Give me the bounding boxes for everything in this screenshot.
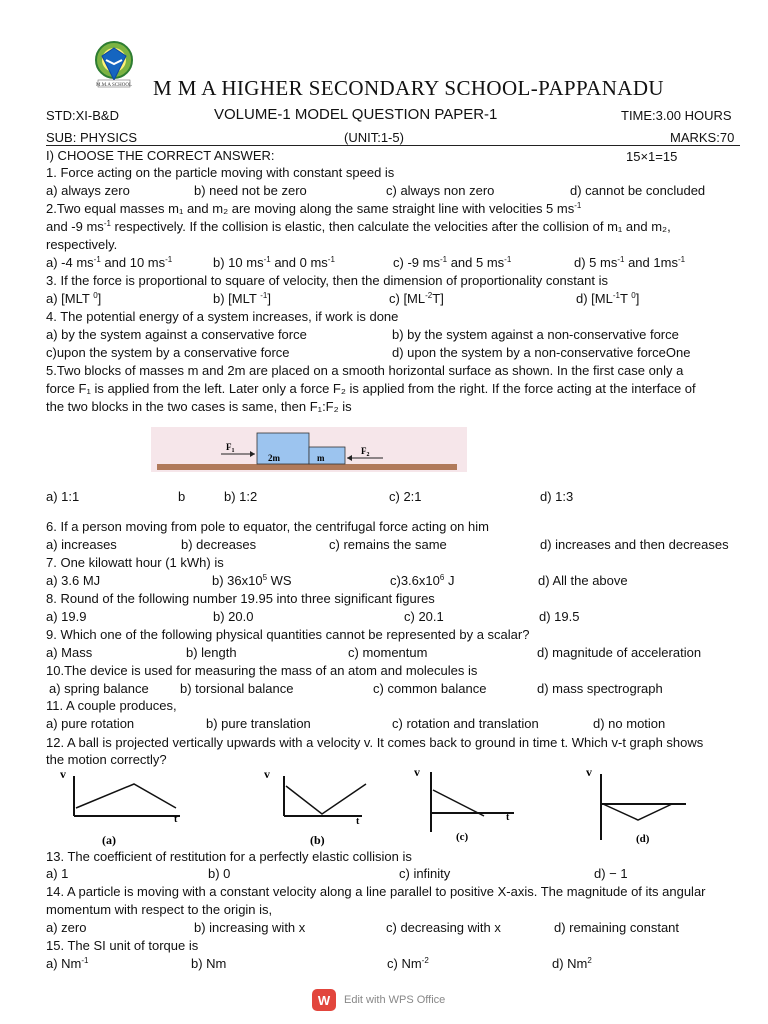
q15-option-a	[46, 956, 89, 972]
question-4: 4. The potential energy of a system increases, if work is done	[46, 309, 399, 324]
header-rule	[46, 145, 740, 146]
q3-b-text: b) [MLT	[213, 291, 261, 306]
q2-line1-text: 2.Two equal masses m₁ and m₂ are moving along the same straight line with velocities 5 ms	[46, 201, 575, 216]
q3-b-end: ]	[267, 291, 271, 306]
blocks-figure	[151, 427, 467, 472]
q15-d-sup: 2	[587, 956, 592, 965]
q7-option-a: a) 3.6 MJ	[46, 573, 101, 588]
question-11: 11. A couple produces,	[46, 698, 177, 713]
school-logo	[92, 40, 136, 98]
q3-option-d	[576, 291, 639, 307]
q15-a-sup: -1	[81, 956, 89, 965]
question-5-line-1: 5.Two blocks of masses m and 2m are placed on a smooth horizontal surface as shown. In the first case only a	[46, 363, 684, 378]
q2-line2b-text: respectively. If the collision is elastic, then calculate the velocities after the collision of m₁ and m₂,	[110, 219, 671, 234]
q7-b-text: b) 36x10	[212, 573, 263, 588]
graph-a	[74, 776, 180, 816]
q2-sup: -1	[677, 255, 686, 264]
q2-sup: -1	[93, 255, 101, 264]
q7-b-end: WS	[267, 573, 292, 588]
q1-option-a: a) always zero	[46, 183, 130, 198]
fig-f1: $F_1$	[226, 442, 235, 454]
q2-option-b	[213, 255, 335, 271]
graph-b-label: (b)	[310, 833, 325, 847]
q9-option-c: c) momentum	[348, 645, 428, 660]
q1-option-b: b) need not be zero	[194, 183, 307, 198]
q3-option-b	[213, 291, 271, 307]
vt-graphs-figure	[56, 768, 696, 850]
q9-option-b: b) length	[186, 645, 237, 660]
q8-option-a: a) 19.9	[46, 609, 87, 624]
q2-sup: -1	[165, 255, 173, 264]
q15-c-sup: -2	[421, 956, 429, 965]
fig-block-m: m	[317, 453, 325, 463]
q5-option-b: b) 1:2	[224, 489, 258, 504]
q11-option-b: b) pure translation	[206, 716, 311, 731]
q2-b-text: b) 10 ms	[213, 255, 264, 270]
graph-d-v: v	[586, 768, 592, 779]
q4-option-c: c)upon the system by a conservative force	[46, 345, 290, 360]
q14-option-a: a) zero	[46, 920, 87, 935]
q7-c-sup: 6	[439, 573, 445, 582]
q3-a-sup: 0	[93, 291, 98, 300]
graph-b-v: v	[264, 768, 270, 781]
q2-sup: -1	[504, 255, 512, 264]
q7-option-c	[390, 573, 454, 589]
question-2-line-3: respectively.	[46, 237, 118, 252]
wps-logo-icon: W	[312, 989, 336, 1011]
q11-option-d: d) no motion	[593, 716, 666, 731]
q14-option-d: d) remaining constant	[554, 920, 680, 935]
q5-option-c: c) 2:1	[389, 489, 422, 504]
q3-c-text: c) [ML	[389, 291, 426, 306]
q13-option-b: b) 0	[208, 866, 231, 881]
section-title: I) CHOOSE THE CORRECT ANSWER:	[46, 148, 275, 163]
q5-stray-mark: b	[178, 489, 186, 504]
unit-label: (UNIT:1-5)	[344, 130, 404, 145]
q2-b2-text: and 0 ms	[270, 255, 328, 270]
q10-option-a: a) spring balance	[49, 681, 149, 696]
logo-text: M.M.A SCHOOL	[96, 83, 132, 88]
question-15: 15. The SI unit of torque is	[46, 938, 199, 953]
q4-option-b: b) by the system against a non-conservative force	[392, 327, 679, 342]
q11-option-a: a) pure rotation	[46, 716, 135, 731]
graph-c	[431, 772, 514, 832]
question-14-line-1: 14. A particle is moving with a constant velocity along a line parallel to positive X-axis. The magnitude of its angular	[46, 884, 706, 899]
wps-edit-text: Edit with WPS Office	[344, 994, 446, 1006]
q3-d-sup2: 0	[631, 291, 636, 300]
q15-c-text: c) Nm	[387, 956, 422, 971]
q3-d-end: ]	[635, 291, 640, 306]
graph-c-v: v	[414, 768, 420, 779]
q15-option-b: b) Nm	[191, 956, 227, 971]
graph-b	[284, 776, 366, 816]
q2-line2-text: and -9 ms	[46, 219, 104, 234]
question-1: 1. Force acting on the particle moving with constant speed is	[46, 165, 395, 180]
q2-option-d	[574, 255, 685, 271]
q2-c-text: c) -9 ms	[393, 255, 440, 270]
q3-d-sup: -1	[612, 291, 620, 300]
q3-option-c	[389, 291, 444, 307]
q15-option-d	[552, 956, 592, 972]
q6-option-b: b) decreases	[181, 537, 257, 552]
q3-d-mid: T	[619, 291, 632, 306]
q10-option-b: b) torsional balance	[180, 681, 294, 696]
q2-d2-text: and 1ms	[624, 255, 678, 270]
question-13: 13. The coefficient of restitution for a perfectly elastic collision is	[46, 849, 412, 864]
graph-b-t: t	[356, 816, 360, 827]
q2-sup: -1	[103, 219, 111, 228]
q1-option-d: d) cannot be concluded	[570, 183, 706, 198]
q8-option-b: b) 20.0	[213, 609, 254, 624]
q2-sup: -1	[439, 255, 448, 264]
question-12-line-2: the motion correctly?	[46, 752, 167, 767]
q8-option-d: d) 19.5	[539, 609, 580, 624]
q3-c-sup: -2	[425, 291, 433, 300]
q15-option-c	[387, 956, 429, 972]
fig-block-2m: 2m	[268, 453, 280, 463]
q3-b-sup: -1	[260, 291, 268, 300]
q14-option-b: b) increasing with x	[194, 920, 306, 935]
q10-option-d: d) mass spectrograph	[537, 681, 663, 696]
q3-c-end: T]	[432, 291, 444, 306]
q5-option-d: d) 1:3	[540, 489, 574, 504]
question-2-line-2	[46, 219, 671, 235]
q2-sup: -1	[327, 255, 335, 264]
q4-option-d: d) upon the system by a non-conservative forceOne	[392, 345, 691, 360]
q15-d-text: d) Nm	[552, 956, 588, 971]
q6-option-c: c) remains the same	[329, 537, 447, 552]
question-5-line-3: the two blocks in the two cases is same, then F₁:F₂ is	[46, 399, 352, 414]
graph-c-label: (c)	[456, 831, 469, 843]
wps-edit-link[interactable]	[312, 989, 445, 1011]
graph-a-t: t	[174, 814, 178, 825]
question-2-line-1	[46, 201, 581, 217]
q3-a-text: a) [MLT	[46, 291, 94, 306]
question-8: 8. Round of the following number 19.95 into three significant figures	[46, 591, 435, 606]
fig-f2: $F_2$	[361, 446, 370, 458]
q15-a-text: a) Nm	[46, 956, 82, 971]
q6-option-a: a) increases	[46, 537, 117, 552]
subject-label: SUB: PHYSICS	[46, 130, 138, 145]
q2-a-text: a) -4 ms	[46, 255, 94, 270]
question-6: 6. If a person moving from pole to equator, the centrifugal force acting on him	[46, 519, 489, 534]
q7-option-b	[212, 573, 292, 589]
q13-option-d: d) − 1	[594, 866, 628, 881]
q13-option-c: c) infinity	[399, 866, 451, 881]
q14-option-c: c) decreasing with x	[386, 920, 501, 935]
time-label: TIME:3.00 HOURS	[621, 108, 732, 123]
q11-option-c: c) rotation and translation	[392, 716, 539, 731]
q3-d-text: d) [ML	[576, 291, 613, 306]
school-name: M M A HIGHER SECONDARY SCHOOL-PAPPANADU	[153, 76, 664, 100]
q8-option-c: c) 20.1	[404, 609, 444, 624]
q9-option-d: d) magnitude of acceleration	[537, 645, 702, 660]
question-14-line-2: momentum with respect to the origin is,	[46, 902, 273, 917]
q3-a-end: ]	[97, 291, 102, 306]
question-9: 9. Which one of the following physical quantities cannot be represented by a scalar?	[46, 627, 530, 642]
question-10: 10.The device is used for measuring the mass of an atom and molecules is	[46, 663, 478, 678]
std-label: STD:XI-B&D	[46, 108, 119, 123]
question-3: 3. If the force is proportional to square of velocity, then the dimension of proportionality constant is	[46, 273, 608, 288]
q13-option-a: a) 1	[46, 866, 69, 881]
q6-option-d: d) increases and then decreases	[540, 537, 729, 552]
q5-option-a: a) 1:1	[46, 489, 80, 504]
q7-b-sup: 5	[262, 573, 268, 582]
q2-sup: -1	[263, 255, 271, 264]
graph-a-v: v	[60, 768, 66, 781]
q10-option-c: c) common balance	[373, 681, 487, 696]
section-marks: 15×1=15	[626, 149, 678, 164]
question-12-line-1: 12. A ball is projected vertically upwards with a velocity v. It comes back to ground in time t. Which v-t graph shows	[46, 735, 704, 750]
q9-option-a: a) Mass	[46, 645, 93, 660]
q2-option-c	[393, 255, 511, 271]
q2-sup: -1	[617, 255, 625, 264]
q2-option-a	[46, 255, 172, 271]
graph-c-t: t	[506, 812, 510, 823]
q7-option-d: d) All the above	[538, 573, 628, 588]
q7-c-end: J	[444, 573, 455, 588]
q3-option-a	[46, 291, 101, 307]
q2-sup: -1	[574, 201, 582, 210]
q2-a2-text: and 10 ms	[100, 255, 166, 270]
q2-d-text: d) 5 ms	[574, 255, 618, 270]
q1-option-c: c) always non zero	[386, 183, 495, 198]
question-7: 7. One kilowatt hour (1 kWh) is	[46, 555, 224, 570]
graph-d-label: (d)	[636, 833, 650, 845]
marks-label: MARKS:70	[670, 130, 735, 145]
graph-a-label: (a)	[102, 833, 116, 847]
q2-c2-text: and 5 ms	[447, 255, 505, 270]
graph-d	[601, 774, 686, 840]
paper-title: VOLUME-1 MODEL QUESTION PAPER-1	[214, 106, 498, 123]
q4-option-a: a) by the system against a conservative force	[46, 327, 307, 342]
q7-c-text: c)3.6x10	[390, 573, 440, 588]
question-5-line-2: force F₁ is applied from the left. Later only a force F₂ is applied from the right. If the force acting at the interface of	[46, 381, 696, 396]
